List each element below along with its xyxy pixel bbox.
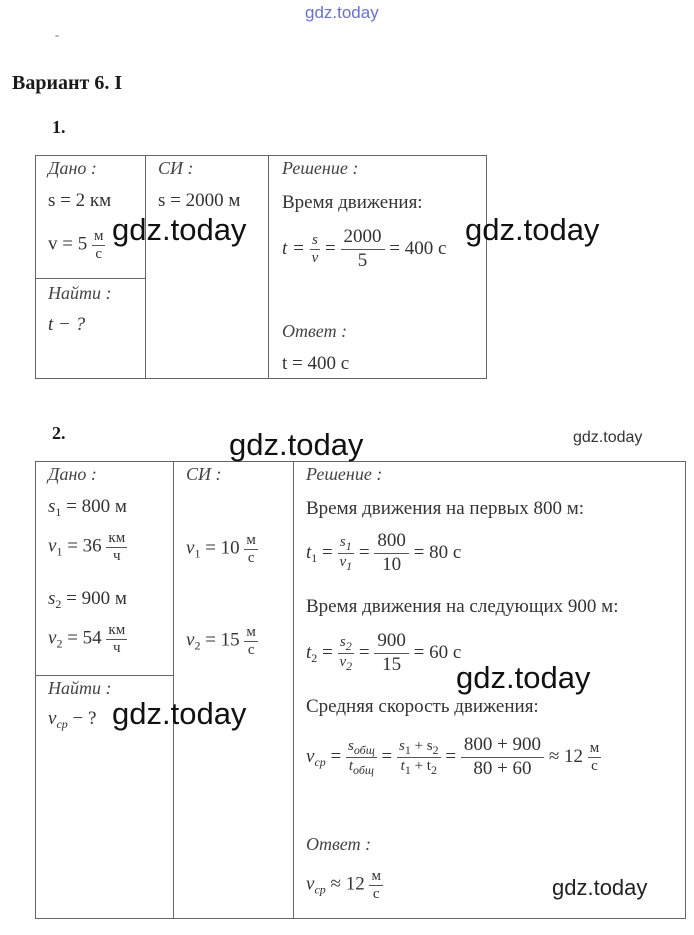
variant-title: Вариант 6. I (12, 72, 123, 94)
p2-text1: Время движения на первых 800 м: (306, 498, 585, 519)
p2-si-v1: $v_1 = 10$ $\frac{м}{с}$ (186, 532, 256, 566)
p2-given-s2: $s_2 = 900$ м (48, 588, 127, 611)
p2-find-header: Найти : (48, 678, 112, 698)
p2-answer-header: Ответ : (306, 834, 372, 854)
problem1-number: 1. (52, 117, 66, 137)
p2-answer: $v_{ср} \approx 12$ $\frac{м}{с}$ (306, 868, 381, 902)
p2-si-v2: $v_2 = 15$ $\frac{м}{с}$ (186, 624, 256, 658)
watermark: gdz.today (112, 696, 247, 731)
p1-find-t: t − ? (48, 314, 86, 335)
p1-answer: t = 400 с (282, 353, 350, 374)
p2-find-vcp: $v_{ср}$ − ? (48, 708, 97, 731)
p2-given-s1: $s_1 = 800$ м (48, 496, 127, 519)
watermark-top: gdz.today (305, 3, 379, 22)
p2-si-header: СИ : (186, 464, 222, 484)
p1-si-s: s = 2000 м (158, 190, 241, 211)
p1-find-header: Найти : (48, 283, 112, 303)
p1-solution-text: Время движения: (282, 192, 423, 213)
watermark: gdz.today (573, 429, 643, 446)
p1-given-s: s = 2 км (48, 190, 112, 211)
p1-equation: t = $\frac{s}{v}$ = $\frac{2000}{5}$ = 400 с (282, 226, 447, 271)
p1-given-header: Дано : (48, 158, 97, 178)
problem2-number: 2. (52, 423, 66, 443)
dash-mark: - (55, 28, 59, 42)
watermark: gdz.today (456, 660, 591, 695)
p2-given-v1: $v_1 = 36$ $\frac{км}{ч}$ (48, 530, 126, 564)
watermark: gdz.today (112, 212, 247, 247)
p1-solution-header: Решение : (282, 158, 359, 178)
p2-t1-equation: $t_1$ = $\frac{s_1}{v_1}$ = $\frac{800}{10}$ = 80 с (306, 530, 462, 575)
p2-solution-header: Решение : (306, 464, 383, 484)
p2-text2: Время движения на следующих 900 м: (306, 596, 619, 617)
p2-given-header: Дано : (48, 464, 97, 484)
p1-given-v: v = 5 $\frac{м}{с}$ (48, 228, 104, 262)
p2-t2-equation: $t_2$ = $\frac{s_2}{v_2}$ = $\frac{900}{15}$ = 60 с (306, 630, 462, 675)
p1-si-header: СИ : (158, 158, 194, 178)
watermark: gdz.today (229, 427, 364, 462)
watermark: gdz.today (465, 212, 600, 247)
p2-vcp-equation: $v_{ср}$ = $\frac{s_{общ}}{t_{общ}}$ = $\frac{s_1 + s_2}{t_1 + t_2}$ = $\frac{800 + 900}{80 + 60}$ ≈ 12 $\frac{м}{с}$ (306, 734, 600, 779)
p2-given-v2: $v_2 = 54$ $\frac{км}{ч}$ (48, 622, 126, 656)
watermark: gdz.today (552, 875, 648, 900)
p2-text3: Средняя скорость движения: (306, 696, 539, 717)
p1-answer-header: Ответ : (282, 321, 348, 341)
